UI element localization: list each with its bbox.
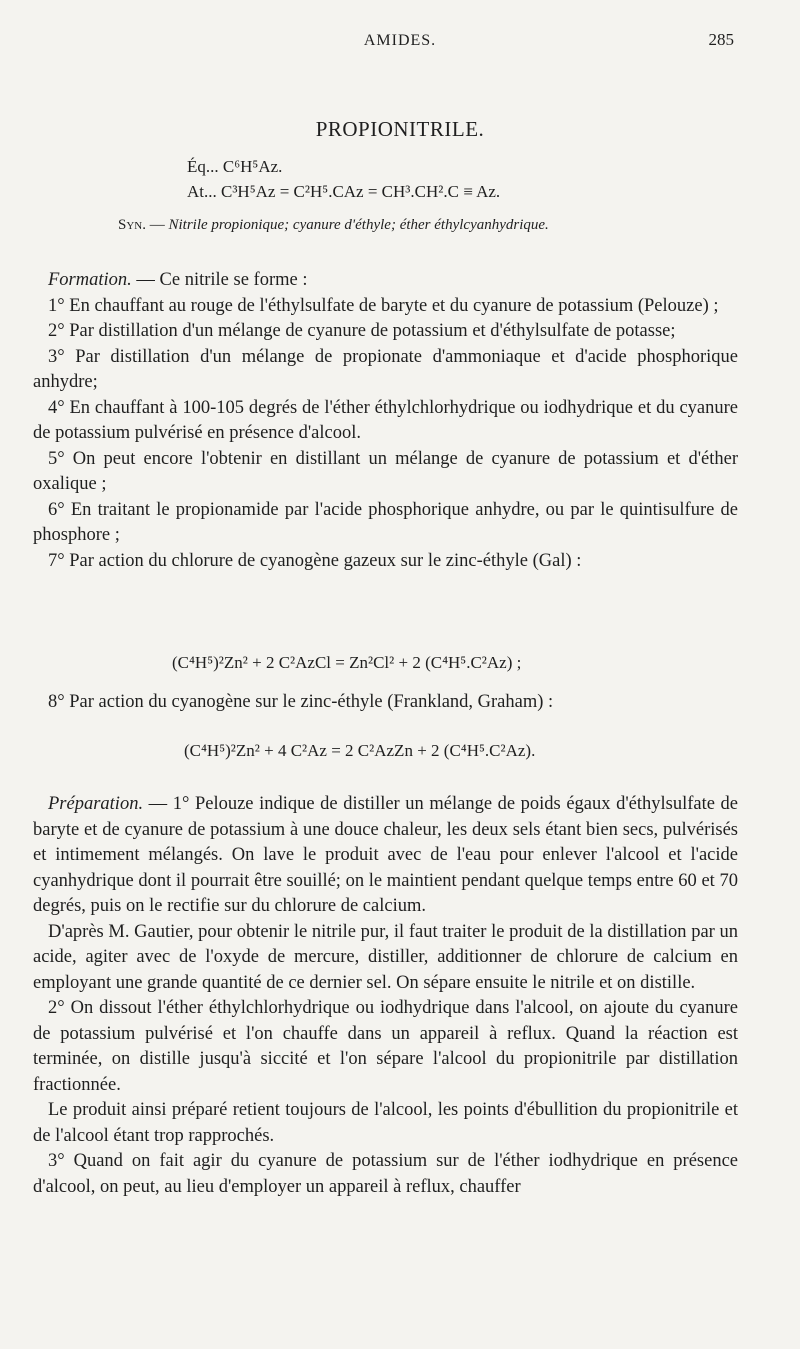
formation-item-8: 8° Par action du cyanogène sur le zinc-éthyle (Frankland, Graham) :: [48, 692, 554, 712]
equation-gal: (C⁴H⁵)²Zn² + 2 C²AzCl = Zn²Cl² + 2 (C⁴H⁵.C²Az) ;: [172, 653, 522, 672]
formation-heading: Formation.: [48, 270, 132, 290]
preparation-paragraph-5: 3° Quand on fait agir du cyanure de potassium sur de l'éther iodhydrique en présence d'alcool, on peut, au lieu d'employer un appareil à reflux, chauffer: [33, 1151, 738, 1197]
formation-item-4: 4° En chauffant à 100-105 degrés de l'éther éthylchlorhydrique ou iodhydrique et du cyanure de potassium pulvérisé en présence d'alcool.: [33, 397, 738, 443]
formation-intro: [33, 268, 738, 294]
synonyms-dash: —: [145, 217, 169, 233]
formation-item-8-block: [33, 690, 738, 716]
formation-section: [33, 268, 738, 574]
atomic-formula: At... C³H⁵Az = C²H⁵.CAz = CH³.CH².C ≡ Az.: [187, 182, 501, 201]
synonyms-line: [118, 217, 549, 234]
formation-item-2: 2° Par distillation d'un mélange de cyanure de potassium et d'éthylsulfate de potasse;: [48, 321, 676, 341]
preparation-heading: Préparation.: [48, 794, 144, 814]
formation-item-3: 3° Par distillation d'un mélange de propionate d'ammoniaque et d'acide phosphorique anhydre;: [33, 346, 738, 392]
synonyms-names: Nitrile propionique; cyanure d'éthyle; éther éthylcyanhydrique.: [168, 217, 549, 233]
formation-item-1: 1° En chauffant au rouge de l'éthylsulfate de baryte et du cyanure de potassium (Pelouze) ;: [48, 295, 719, 316]
running-head: AMIDES.: [363, 32, 437, 49]
preparation-paragraph-4: Le produit ainsi préparé retient toujours de l'alcool, les points d'ébullition du propionitrile et de l'alcool étant trop rapprochés.: [33, 1100, 738, 1146]
preparation-paragraph-3: 2° On dissout l'éther éthylchlorhydrique ou iodhydrique dans l'alcool, on ajoute du cyanure de potassium pulvérisé et l'on chauffe dans un appareil à reflux. Quand la réaction est terminée, on distille jusqu'à siccité et l'on sépare l'alcool du propionitrile par distillation fractionnée.: [33, 998, 738, 1095]
formation-item-7: 7° Par action du chlorure de cyanogène gazeux sur le zinc-éthyle (Gal) :: [48, 550, 582, 571]
formation-item-5: 5° On peut encore l'obtenir en distillant un mélange de cyanure de potassium et d'éther oxalique ;: [33, 448, 738, 494]
formation-item-6: 6° En traitant le propionamide par l'acide phosphorique anhydre, ou par le quintisulfure de phosphore ;: [33, 499, 738, 545]
preparation-paragraph-2: D'après M. Gautier, pour obtenir le nitrile pur, il faut traiter le produit de la distillation par un acide, agiter avec de l'oxyde de mercure, distiller, additionner de chlorure de calcium en employant une grande quantité de ce dernier sel. On sépare ensuite le nitrile et on distille.: [33, 921, 738, 993]
synonyms-label: Syn.: [118, 217, 146, 233]
equivalent-formula: Éq... C⁶H⁵Az.: [187, 157, 283, 176]
formation-intro-text: — Ce nitrile se forme :: [131, 270, 308, 290]
preparation-section: [33, 792, 738, 1200]
section-title: PROPIONITRILE.: [315, 117, 485, 141]
equation-frankland: (C⁴H⁵)²Zn² + 4 C²Az = 2 C²AzZn + 2 (C⁴H⁵.C²Az).: [184, 741, 536, 760]
preparation-p1-text: — 1° Pelouze indique de distiller un mélange de poids égaux d'éthylsulfate de baryte et de cyanure de potassium à une douce chaleur, les deux sels étant bien secs, pulvérisés et intimement mélangés. On lave le produit avec de l'eau pour enlever l'alcool et l'acide cyanhydrique dont il pourrait être souillé; on le maintient pendant quelque temps entre 60 et 70 degrés, puis on le rectifie sur du chlorure de calcium.: [33, 794, 738, 916]
preparation-paragraph-1: [33, 792, 738, 920]
page-number: 285: [708, 30, 734, 49]
